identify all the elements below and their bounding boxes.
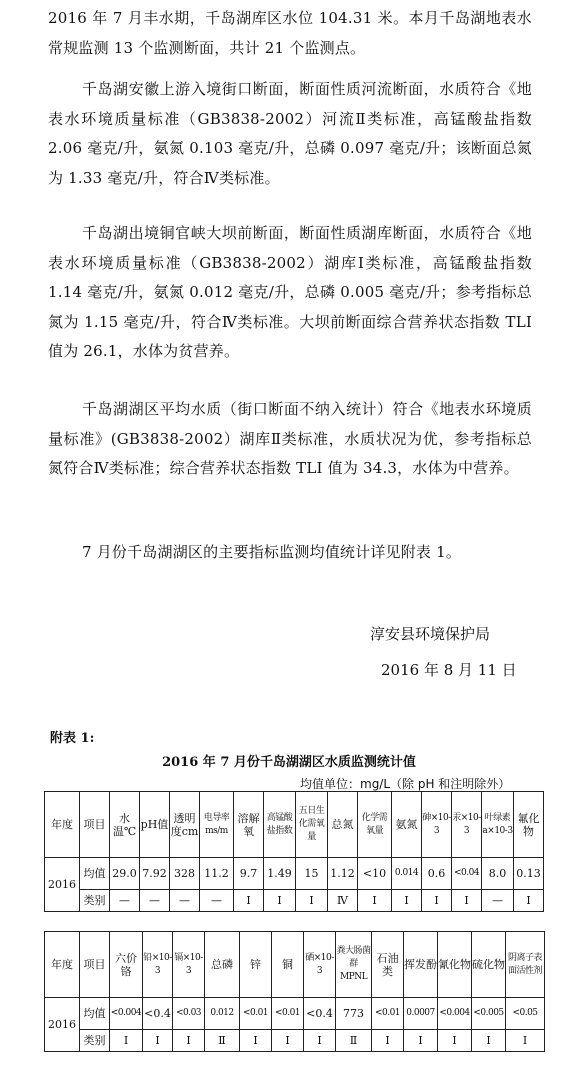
header-bod5: 五日生化需氧量: [296, 792, 328, 858]
class-label: 类别: [80, 890, 110, 912]
table-cell: —: [482, 890, 514, 912]
header-chromium-vi: 六价铬: [110, 932, 143, 998]
header-ammonia: 氨氮: [392, 792, 422, 858]
table-cell: Ⅰ: [506, 1030, 545, 1052]
table-cell: Ⅳ: [328, 890, 358, 912]
item-header: 项目: [80, 932, 110, 998]
table-cell: <0.03: [173, 998, 205, 1030]
table-cell: 0.13: [514, 858, 544, 890]
table-cell: Ⅰ: [143, 1030, 173, 1052]
header-cyanide: 氰化物: [438, 932, 472, 998]
table-cell: Ⅰ: [372, 1030, 404, 1052]
header-cadmium: 镉×10-3: [173, 932, 205, 998]
table-cell: <0.01: [240, 998, 272, 1030]
paragraph-lake-average: 千岛湖湖区平均水质（街口断面不纳入统计）符合《地表水环境质量标准》(GB3838-2002）湖库Ⅱ类标准，水质状况为优，参考指标总氮符合Ⅳ类标准；综合营养状态指数 TLI 值为 34.3，水体为中营养。: [48, 400, 532, 477]
header-copper: 铜: [272, 932, 304, 998]
table-cell: —: [110, 890, 140, 912]
table-cell: <0.4: [304, 998, 336, 1030]
header-anionic-surfactant: 阴离子表面活性剂: [506, 932, 545, 998]
table-cell: <0.4: [143, 998, 173, 1030]
table-cell: —: [200, 890, 234, 912]
header-transparency: 透明度cm: [170, 792, 200, 858]
table-cell: 0.6: [422, 858, 452, 890]
year-header: 年度: [45, 932, 80, 998]
mean-label: 均值: [80, 998, 110, 1030]
header-dissolved-oxygen: 溶解氧: [234, 792, 264, 858]
table-cell: <0.005: [472, 998, 506, 1030]
table-cell: 1.12: [328, 858, 358, 890]
paragraph-appendix-ref: 7 月份千岛湖湖区的主要指标监测均值统计详见附表 1。: [82, 543, 462, 561]
table-cell: 8.0: [482, 858, 514, 890]
header-chlorophyll: 叶绿素a×10-3: [482, 792, 514, 858]
table-cell: <0.04: [452, 858, 482, 890]
year-cell: 2016: [45, 998, 80, 1052]
table-cell: Ⅰ: [472, 1030, 506, 1052]
table-cell: <10: [358, 858, 392, 890]
table-cell: Ⅰ: [240, 1030, 272, 1052]
year-header: 年度: [45, 792, 80, 858]
table1-header-row: [45, 792, 544, 858]
table-cell: Ⅱ: [205, 1030, 240, 1052]
table-cell: Ⅰ: [264, 890, 296, 912]
table-cell: <0.01: [272, 998, 304, 1030]
table-cell: Ⅰ: [296, 890, 328, 912]
year-cell: 2016: [45, 858, 80, 912]
header-zinc: 锌: [240, 932, 272, 998]
table-cell: 1.49: [264, 858, 296, 890]
table-cell: Ⅰ: [404, 1030, 438, 1052]
table-cell: 328: [170, 858, 200, 890]
paragraph-jiekou-section: 千岛湖安徽上游入境街口断面，断面性质河流断面，水质符合《地表水环境质量标准（GB3838-2002）河流Ⅱ类标准，高锰酸盐指数 2.06 毫克/升，氨氮 0.103 毫克/升，总磷 0.097 毫克/升；该断面总氮为 1.33 毫克/升，符合Ⅳ类标准。: [48, 80, 532, 187]
table-cell: 11.2: [200, 858, 234, 890]
header-total-nitrogen: 总氮: [328, 792, 358, 858]
paragraph-dam-section: 千岛湖出境铜官峡大坝前断面，断面性质湖库断面，水质符合《地表水环境质量标准（GB3838-2002）湖库Ⅰ类标准，高锰酸盐指数 1.14 毫克/升，氨氮 0.012 毫克/升，总磷 0.005 毫克/升；参考指标总氮为 1.15 毫克/升，符合Ⅳ类标准。大坝前断面综合营养状态指数 TLI 值为 26.1，水体为贫营养。: [48, 224, 532, 360]
header-permanganate-index: 高锰酸盐指数: [264, 792, 296, 858]
table-cell: 0.012: [205, 998, 240, 1030]
header-cod: 化学需氧量: [358, 792, 392, 858]
table-cell: Ⅰ: [422, 890, 452, 912]
table-cell: Ⅰ: [234, 890, 264, 912]
table-cell: —: [170, 890, 200, 912]
table-cell: 9.7: [234, 858, 264, 890]
header-mercury: 汞×10-3: [452, 792, 482, 858]
stats-table-1: [44, 791, 544, 912]
header-sulfide: 硫化物: [472, 932, 506, 998]
header-volatile-phenol: 挥发酚: [404, 932, 438, 998]
table2-header-row: [45, 932, 545, 998]
signature-org: 淳安县环境保护局: [370, 625, 491, 643]
table-cell: <0.004: [110, 998, 143, 1030]
table-cell: —: [140, 890, 170, 912]
table-cell: Ⅱ: [336, 1030, 372, 1052]
header-arsenic: 砷×10-3: [422, 792, 452, 858]
header-petroleum: 石油类: [372, 932, 404, 998]
stats-table-2: [44, 931, 545, 1052]
header-lead: 铅×10-3: [143, 932, 173, 998]
table-cell: 15: [296, 858, 328, 890]
table-cell: <0.004: [438, 998, 472, 1030]
table1-class-row: [45, 890, 544, 912]
table-cell: Ⅰ: [110, 1030, 143, 1052]
table-cell: <0.05: [506, 998, 545, 1030]
paragraph-water-level: 2016 年 7 月丰水期，千岛湖库区水位 104.31 米。本月千岛湖地表水常规监测 13 个监测断面，共计 21 个监测点。: [48, 9, 532, 57]
header-ph: pH值: [140, 792, 170, 858]
table-cell: Ⅰ: [392, 890, 422, 912]
table-cell: 7.92: [140, 858, 170, 890]
table-cell: Ⅰ: [173, 1030, 205, 1052]
header-water-temp: 水温℃: [110, 792, 140, 858]
header-fecal-coliform: 粪大肠菌群MPNL: [336, 932, 372, 998]
table-cell: Ⅰ: [452, 890, 482, 912]
header-conductivity: 电导率ms/m: [200, 792, 234, 858]
table-cell: 0.014: [392, 858, 422, 890]
header-fluoride: 氟化物: [514, 792, 544, 858]
table-cell: Ⅰ: [358, 890, 392, 912]
table-cell: 0.0007: [404, 998, 438, 1030]
mean-label: 均值: [80, 858, 110, 890]
item-header: 项目: [80, 792, 110, 858]
table1-mean-row: [45, 858, 544, 890]
appendix-label: 附表 1:: [50, 731, 95, 746]
class-label: 类别: [80, 1030, 110, 1052]
unit-note: 均值单位：mg/L（除 pH 和注明除外）: [300, 777, 511, 791]
table2-mean-row: [45, 998, 545, 1030]
header-total-phosphorus: 总磷: [205, 932, 240, 998]
table2-class-row: [45, 1030, 545, 1052]
table-cell: Ⅰ: [438, 1030, 472, 1052]
table-cell: Ⅰ: [304, 1030, 336, 1052]
table-cell: Ⅰ: [514, 890, 544, 912]
table-cell: Ⅰ: [272, 1030, 304, 1052]
table-cell: <0.01: [372, 998, 404, 1030]
table-cell: 29.0: [110, 858, 140, 890]
header-selenium: 硒×10-3: [304, 932, 336, 998]
table-cell: 773: [336, 998, 372, 1030]
table-title: 2016 年 7 月份千岛湖湖区水质监测统计值: [162, 755, 416, 770]
signature-date: 2016 年 8 月 11 日: [381, 661, 517, 679]
